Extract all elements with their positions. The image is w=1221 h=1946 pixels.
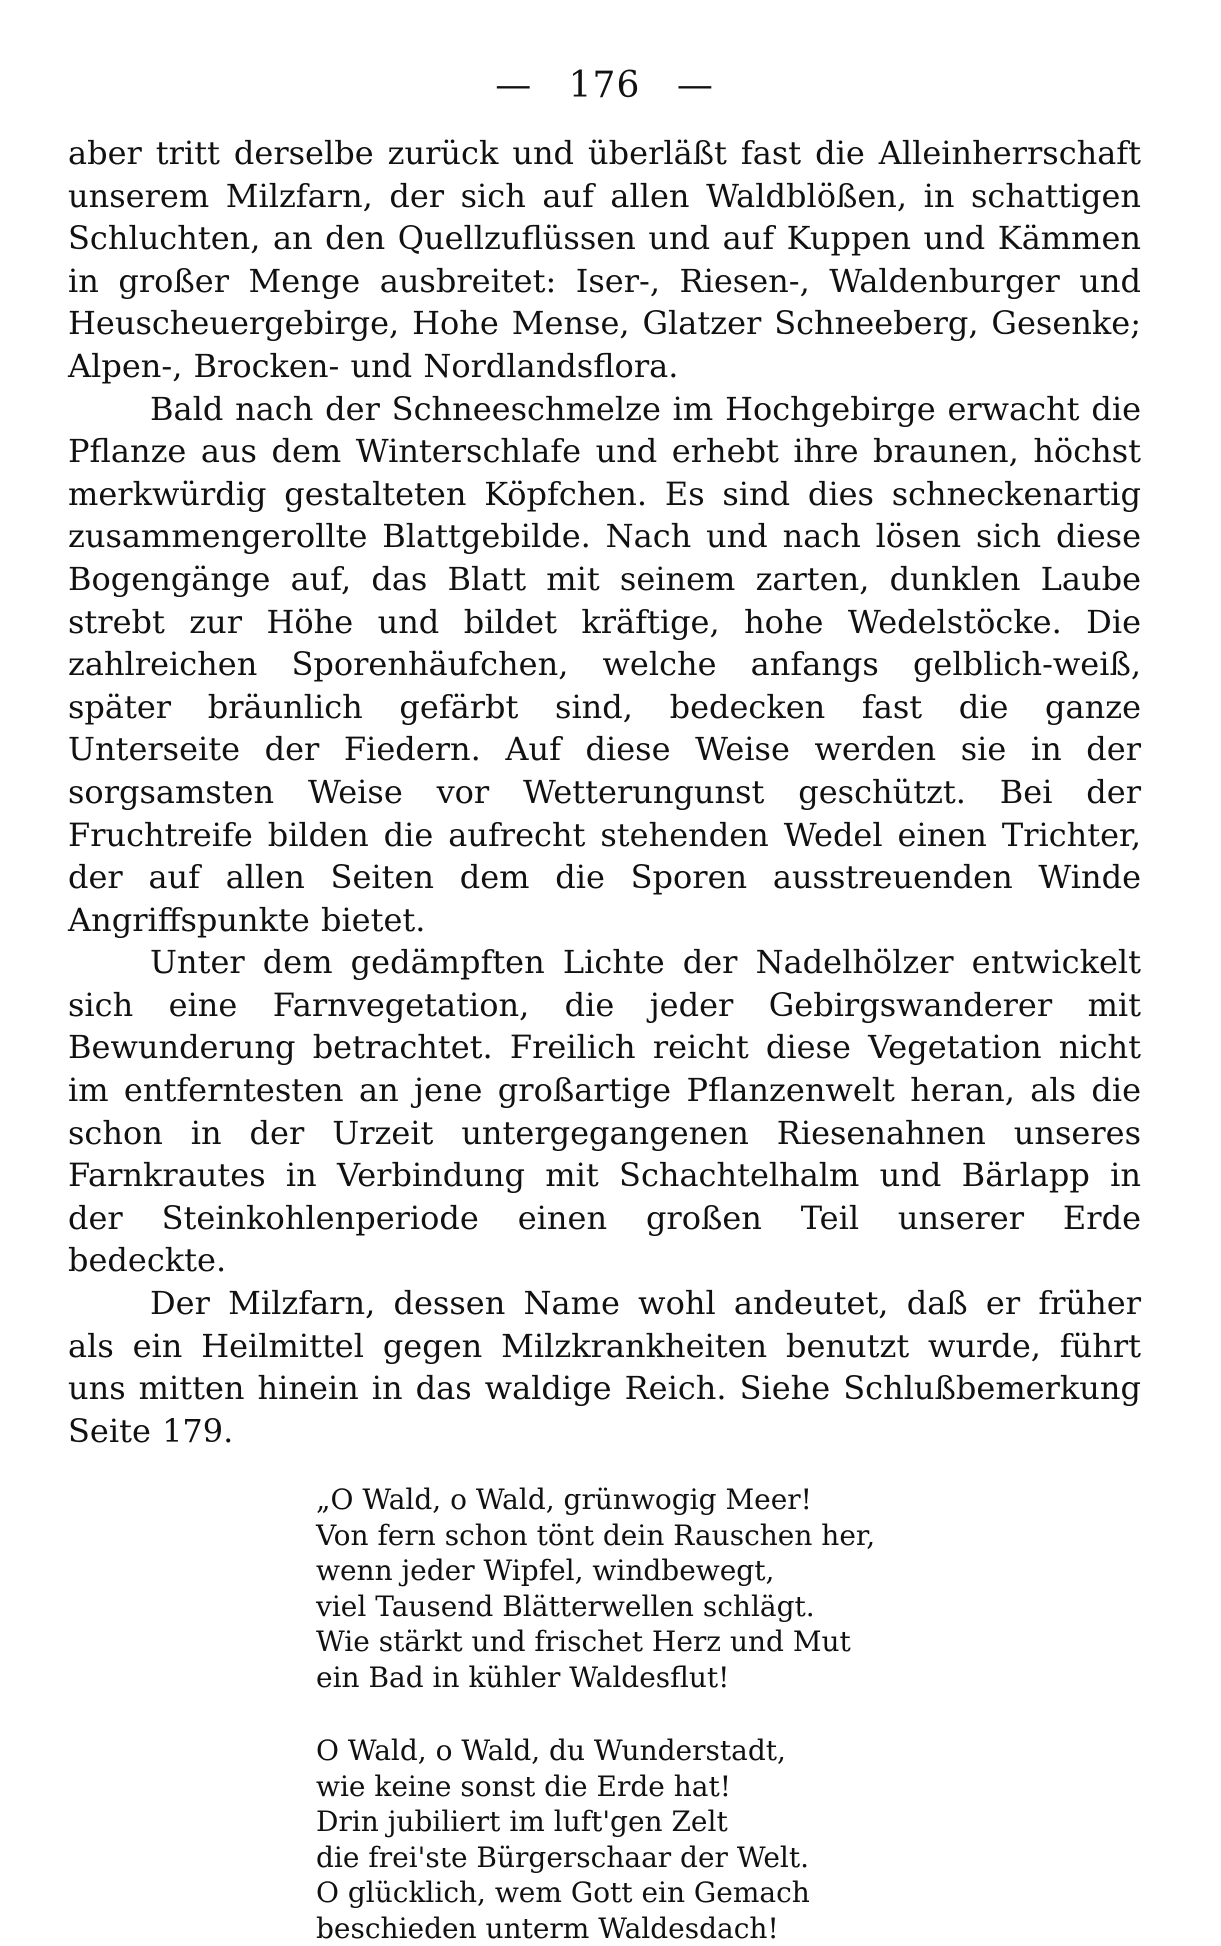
poem-line: wie keine sonst die Erde hat! (316, 1769, 731, 1803)
poem-line: viel Tausend Blätterwellen schlägt. (316, 1589, 815, 1623)
poem-line: „O Wald, o Wald, grünwogig Meer! (316, 1483, 812, 1517)
body-text (68, 132, 1141, 1452)
poem-line: beschieden unterm Waldesdach! (316, 1911, 779, 1945)
paragraph-spring-awakening: Bald nach der Schneeschmelze im Hochgebirge erwacht die Pflanze aus dem Winterschlafe und erhebt ihre braunen, höchst merkwürdig gestalteten Köpfchen. Es sind dies schneckenartig zusammengerollte Blattgebilde. Nach und nach lösen sich diese Bogengänge auf, das Blatt mit seinem zarten, dunklen Laube strebt zur Höhe und bildet kräftige, hohe Wedelstöcke. Die zahlreichen Sporenhäufchen, welche anfangs gelblich-weiß, später bräunlich gefärbt sind, bedecken fast die ganze Unterseite der Fiedern. Auf diese Weise werden sie in der sorgsamsten Weise vor Wetterungunst geschützt. Bei der Fruchtreife bilden die aufrecht stehenden Wedel einen Trichter, der auf allen Seiten dem die Sporen ausstreuenden Winde Angriffspunkte bietet. (68, 389, 1141, 939)
page-header (68, 62, 1141, 110)
poem-line: Von fern schon tönt dein Rauschen her, (316, 1518, 876, 1552)
poem-line: Drin jubiliert im luft'gen Zelt (316, 1805, 728, 1839)
poem-line: die frei'ste Bürgerschaar der Welt. (316, 1840, 809, 1874)
header-dash-right: — (676, 65, 714, 106)
paragraph-fern-vegetation: Unter dem gedämpften Lichte der Nadelhölzer entwickelt sich eine Farnvegetation, die jeder Gebirgswanderer mit Bewunderung betrachtet. Freilich reicht diese Vegetation nicht im entferntesten an jene großartige Pflanzenwelt heran, als die schon in der Urzeit untergegangenen Riesenahnen unseres Farnkrautes in Verbindung mit Schachtelhalm und Bärlapp in der Steinkohlenperiode einen großen Teil unserer Erde bedeckte. (68, 943, 1141, 1280)
paragraph-continued: aber tritt derselbe zurück und überläßt fast die Alleinherrschaft unserem Milzfarn, der sich auf allen Waldblößen, in schattigen Schluchten, an den Quellzuflüssen und auf Kuppen und Kämmen in großer Menge ausbreitet: Iser-, Riesen-, Waldenburger und Heuscheuergebirge, Hohe Mense, Glatzer Schneeberg, Gesenke; Alpen-, Brocken- und Nordlandsflora. (68, 134, 1141, 385)
header-dash-left: — (495, 65, 533, 106)
poem-line: Wie stärkt und frischet Herz und Mut (316, 1625, 851, 1659)
poem-stanza-2 (316, 1733, 1141, 1946)
poem-line: O Wald, o Wald, du Wunderstadt, (316, 1734, 786, 1768)
poem-line: ein Bad in kühler Waldesflut! (316, 1660, 730, 1694)
poem-line: O glücklich, wem Gott ein Gemach (316, 1876, 810, 1910)
poem (316, 1482, 1141, 1946)
page-number: 176 (568, 65, 641, 106)
paragraph-milzfarn-name: Der Milzfarn, dessen Name wohl andeutet, daß er früher als ein Heilmittel gegen Milzkrankheiten benutzt wurde, führt uns mitten hinein in das waldige Reich. Siehe Schlußbemerkung Seite 179. (68, 1284, 1141, 1450)
poem-stanza-1 (316, 1482, 1141, 1695)
poem-line: wenn jeder Wipfel, windbewegt, (316, 1554, 775, 1588)
